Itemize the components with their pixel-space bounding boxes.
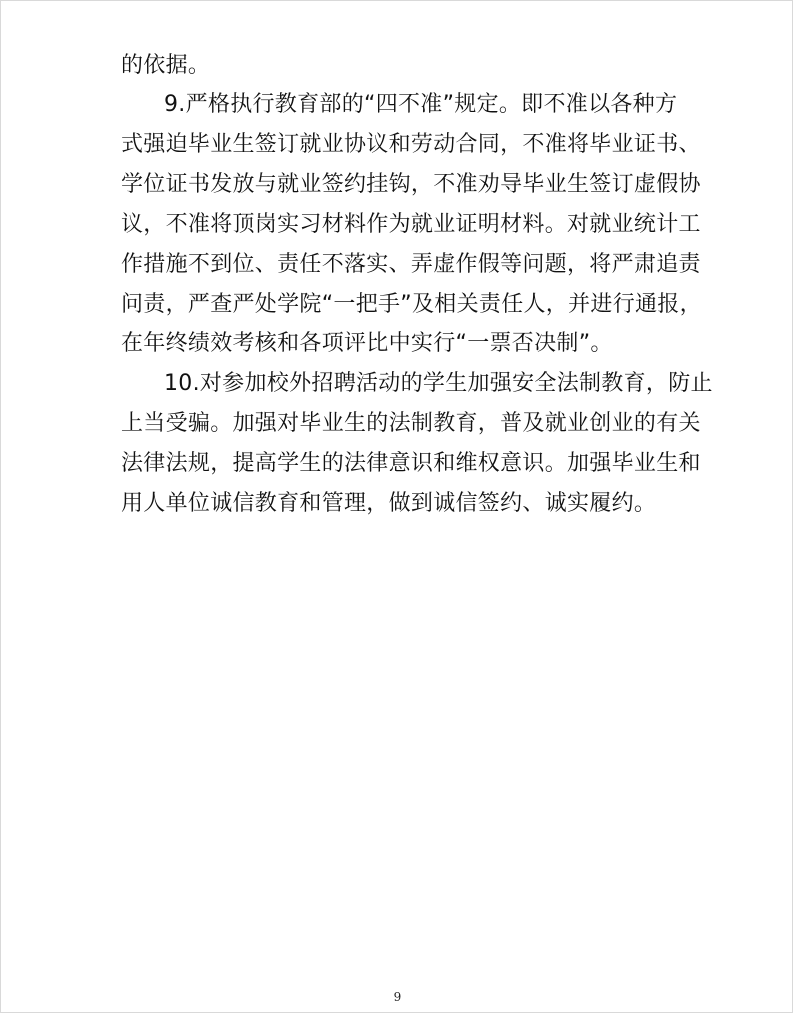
paragraph-9-first-line: 9.严格执行教育部的“四不准”规定。即不准以各种方	[164, 92, 678, 117]
body-text-line: 式强迫毕业生签订就业协议和劳动合同，不准将毕业证书、	[121, 132, 701, 157]
body-text-line: 作措施不到位、责任不落实、弄虚作假等问题，将严肃追责	[121, 252, 701, 277]
body-text-line: 上当受骗。加强对毕业生的法制教育，普及就业创业的有关	[121, 411, 701, 436]
paragraph-10-first-line: 10.对参加校外招聘活动的学生加强安全法制教育，防止	[164, 371, 713, 396]
body-text-line: 在年终绩效考核和各项评比中实行“一票否决制”。	[121, 331, 613, 356]
body-text-line: 用人单位诚信教育和管理，做到诚信签约、诚实履约。	[121, 491, 657, 516]
body-text-line: 法律法规，提高学生的法律意识和维权意识。加强毕业生和	[121, 451, 701, 476]
body-text-line: 学位证书发放与就业签约挂钩，不准劝导毕业生签订虚假协	[121, 172, 701, 197]
body-text-line: 的依据。	[121, 53, 211, 78]
body-text-line: 议，不准将顶岗实习材料作为就业证明材料。对就业统计工	[121, 212, 701, 237]
page-number: 9	[393, 990, 402, 1004]
body-text-line: 问责，严查严处学院“一把手”及相关责任人，并进行通报，	[121, 292, 702, 317]
